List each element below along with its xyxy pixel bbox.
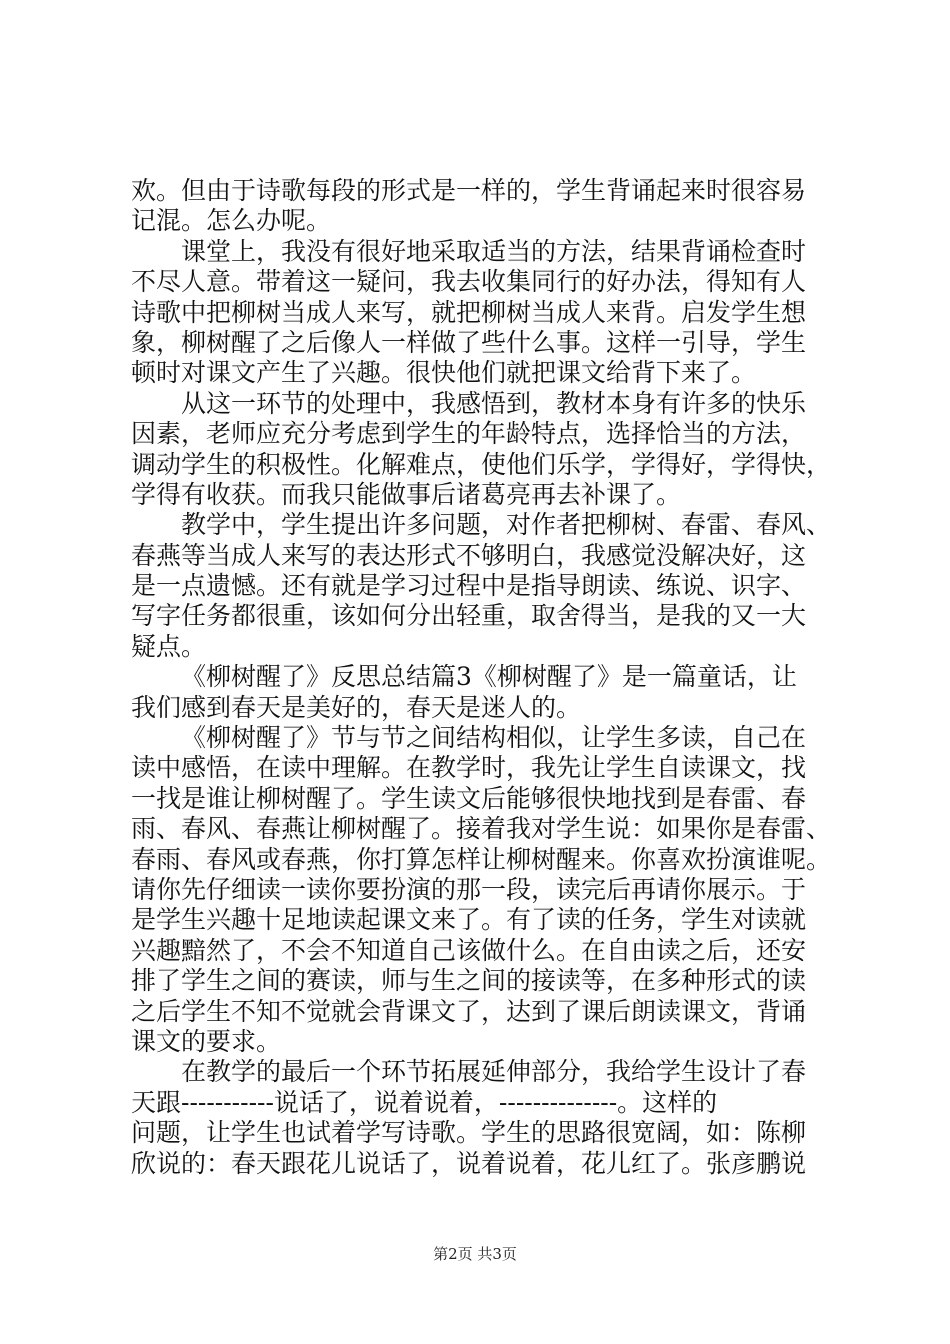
text-line: 因素，老师应充分考虑到学生的年龄特点，选择恰当的方法，: [131, 419, 807, 449]
paragraph: [131, 389, 831, 511]
text-line: 天跟-----------说话了，说着说着，--------------。这样的: [131, 1087, 718, 1117]
paragraph: [131, 662, 831, 723]
paragraph: [131, 176, 831, 237]
text-line: 春雨、春风或春燕，你打算怎样让柳树醒来。你喜欢扮演谁呢。: [131, 844, 832, 874]
text-line: 学得有收获。而我只能做事后诸葛亮再去补课了。: [131, 479, 682, 509]
text-line: 欣说的：春天跟花儿说话了，说着说着，花儿红了。张彦鹏说: [131, 1148, 807, 1178]
text-line: 春燕等当成人来写的表达形式不够明白，我感觉没解决好，这: [131, 540, 807, 570]
text-line: 之后学生不知不觉就会背课文了，达到了课后朗读课文，背诵: [131, 996, 807, 1026]
text-line: 是学生兴趣十足地读起课文来了。有了读的任务，学生对读就: [131, 905, 807, 935]
text-line: 《柳树醒了》反思总结篇3《柳树醒了》是一篇童话，让: [181, 662, 797, 692]
text-line: 调动学生的积极性。化解难点，使他们乐学，学得好，学得快，: [131, 449, 832, 479]
text-line: 诗歌中把柳树当成人来写，就把柳树当成人来背。启发学生想: [131, 297, 807, 327]
text-line: 顿时对课文产生了兴趣。很快他们就把课文给背下来了。: [131, 358, 757, 388]
text-line: 教学中，学生提出许多问题，对作者把柳树、春雷、春风、: [181, 510, 832, 540]
text-line: 兴趣黯然了，不会不知道自己该做什么。在自由读之后，还安: [131, 935, 807, 965]
page-footer: 第2页 共3页: [433, 1245, 517, 1263]
text-line: 是一点遗憾。还有就是学习过程中是指导朗读、练说、识字、: [131, 571, 807, 601]
text-line: 课堂上，我没有很好地采取适当的方法，结果背诵检查时: [181, 236, 807, 266]
paragraph: [131, 1057, 831, 1179]
text-line: 从这一环节的处理中，我感悟到，教材本身有许多的快乐: [181, 388, 807, 418]
document-body: [131, 176, 831, 1179]
paragraph: [131, 723, 831, 1057]
text-line: 雨、春风、春燕让柳树醒了。接着我对学生说：如果你是春雷、: [131, 814, 832, 844]
text-line: 一找是谁让柳树醒了。学生读文后能够很快地找到是春雷、春: [131, 783, 807, 813]
text-line: 欢。但由于诗歌每段的形式是一样的，学生背诵起来时很容易: [131, 176, 807, 205]
paragraph: [131, 237, 831, 389]
text-line: 写字任务都很重，该如何分出轻重，取舍得当，是我的又一大: [131, 601, 807, 631]
text-line: 不尽人意。带着这一疑问，我去收集同行的好办法，得知有人: [131, 267, 807, 297]
text-line: 象，柳树醒了之后像人一样做了些什么事。这样一引导，学生: [131, 327, 807, 357]
text-line: 排了学生之间的赛读，师与生之间的接读等，在多种形式的读: [131, 966, 807, 996]
text-line: 记混。怎么办呢。: [131, 206, 332, 236]
text-line: 问题，让学生也试着学写诗歌。学生的思路很宽阔，如：陈柳: [131, 1118, 807, 1148]
text-line: 《柳树醒了》节与节之间结构相似，让学生多读，自己在: [181, 723, 807, 753]
paragraph: [131, 510, 831, 662]
text-line: 请你先仔细读一读你要扮演的那一段，读完后再请你展示。于: [131, 874, 807, 904]
text-line: 课文的要求。: [131, 1026, 282, 1056]
text-line: 读中感悟，在读中理解。在教学时，我先让学生自读课文，找: [131, 753, 807, 783]
text-line: 疑点。: [131, 631, 207, 661]
text-line: 在教学的最后一个环节拓展延伸部分，我给学生设计了春: [181, 1057, 807, 1087]
text-line: 我们感到春天是美好的，春天是迷人的。: [131, 692, 582, 722]
